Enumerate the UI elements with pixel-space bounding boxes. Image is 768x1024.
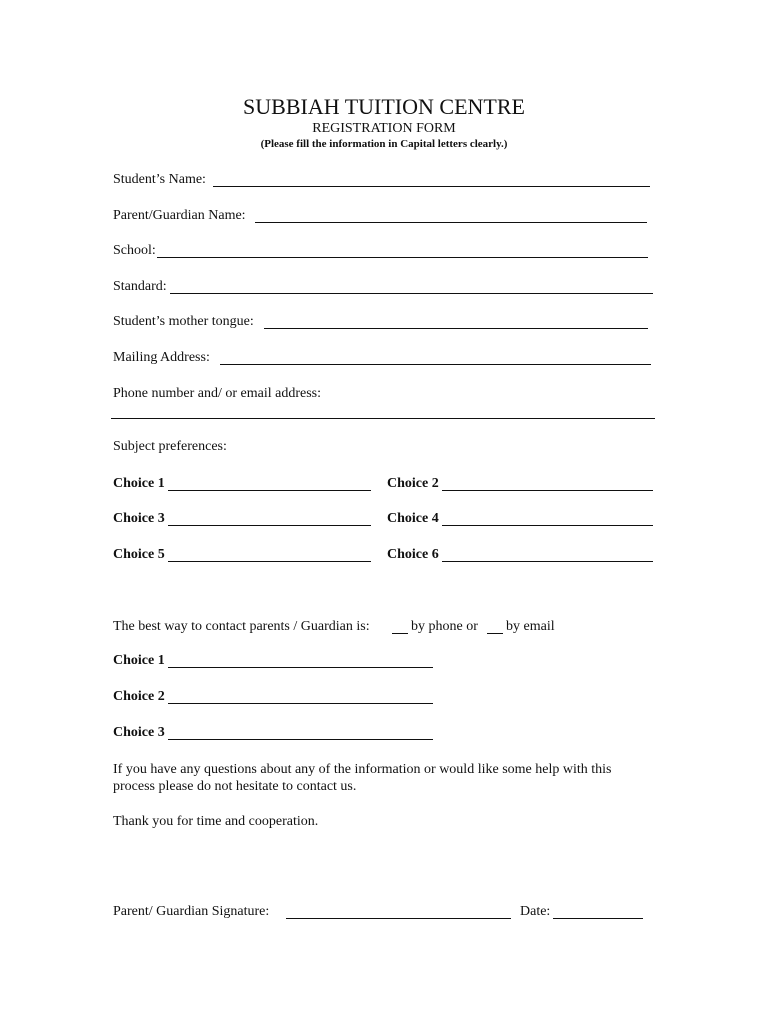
- date-field[interactable]: [553, 918, 643, 919]
- closing-text-line-2: process please do not hesitate to contact us.: [113, 779, 357, 794]
- contact-phone-blank[interactable]: [392, 633, 408, 634]
- subject-choice-2-field[interactable]: [442, 490, 653, 491]
- school-label: School:: [113, 243, 156, 258]
- mother-tongue-field[interactable]: [264, 328, 648, 329]
- phone-email-field[interactable]: [111, 418, 655, 419]
- subject-choice-2-label: Choice 2: [387, 476, 439, 491]
- contact-email-blank[interactable]: [487, 633, 503, 634]
- contact-choice-2-label: Choice 2: [113, 689, 165, 704]
- standard-field[interactable]: [170, 293, 653, 294]
- contact-phone-label: by phone or: [411, 619, 478, 634]
- thank-you-text: Thank you for time and cooperation.: [113, 814, 319, 829]
- subject-choice-5-field[interactable]: [168, 561, 371, 562]
- school-field[interactable]: [157, 257, 648, 258]
- mailing-address-field[interactable]: [220, 364, 651, 365]
- subject-choice-3-label: Choice 3: [113, 511, 165, 526]
- parent-name-label: Parent/Guardian Name:: [113, 208, 246, 223]
- subject-choice-5-label: Choice 5: [113, 547, 165, 562]
- form-instruction: (Please fill the information in Capital letters clearly.): [260, 138, 508, 150]
- subject-choice-3-field[interactable]: [168, 525, 371, 526]
- subject-preferences-heading: Subject preferences:: [113, 439, 227, 454]
- contact-choice-2-field[interactable]: [168, 703, 433, 704]
- subject-choice-4-label: Choice 4: [387, 511, 439, 526]
- contact-choice-1-field[interactable]: [168, 667, 433, 668]
- subject-choice-6-field[interactable]: [442, 561, 653, 562]
- student-name-label: Student’s Name:: [113, 172, 206, 187]
- parent-name-field[interactable]: [255, 222, 647, 223]
- contact-choice-3-label: Choice 3: [113, 725, 165, 740]
- contact-prompt: The best way to contact parents / Guardian is:: [113, 619, 370, 634]
- form-subtitle: REGISTRATION FORM: [312, 121, 456, 136]
- subject-choice-6-label: Choice 6: [387, 547, 439, 562]
- subject-choice-1-label: Choice 1: [113, 476, 165, 491]
- mother-tongue-label: Student’s mother tongue:: [113, 314, 254, 329]
- contact-email-label: by email: [506, 619, 555, 634]
- subject-choice-1-field[interactable]: [168, 490, 371, 491]
- mailing-address-label: Mailing Address:: [113, 350, 210, 365]
- signature-field[interactable]: [286, 918, 511, 919]
- subject-choice-4-field[interactable]: [442, 525, 653, 526]
- closing-text-line-1: If you have any questions about any of the information or would like some help with this: [113, 762, 612, 777]
- page-title: SUBBIAH TUITION CENTRE: [243, 94, 525, 119]
- contact-choice-1-label: Choice 1: [113, 653, 165, 668]
- signature-label: Parent/ Guardian Signature:: [113, 904, 270, 919]
- standard-label: Standard:: [113, 279, 167, 294]
- date-label: Date:: [520, 904, 551, 919]
- student-name-field[interactable]: [213, 186, 650, 187]
- phone-email-label: Phone number and/ or email address:: [113, 386, 322, 401]
- contact-choice-3-field[interactable]: [168, 739, 433, 740]
